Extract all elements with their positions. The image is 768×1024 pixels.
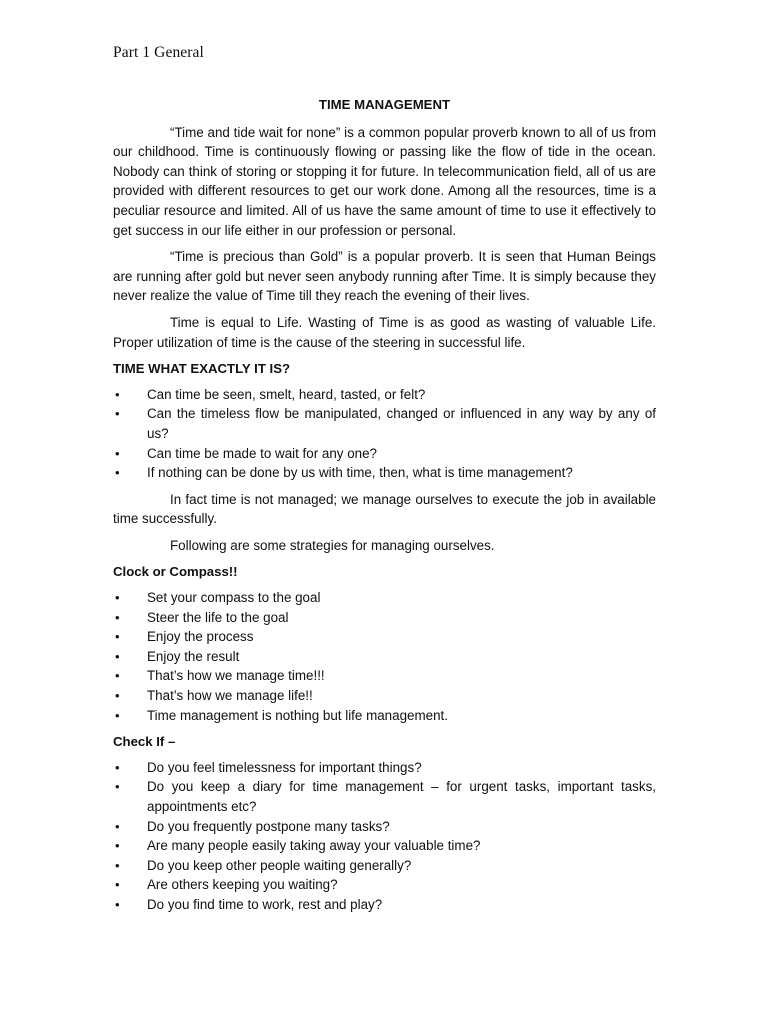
body-paragraph: Following are some strategies for managing ourselves. [170, 537, 495, 553]
running-head: Part 1 General [113, 44, 204, 61]
section-heading-what-is-time: TIME WHAT EXACTLY IT IS? [113, 361, 291, 377]
list-item: • Do you keep other people waiting generally? [113, 856, 656, 876]
list-item: • If nothing can be done by us with time, then, what is time management? [113, 463, 656, 483]
bullet-icon: • [115, 609, 120, 625]
intro-paragraph: “Time is precious than Gold” is a popular proverb. It is seen that Human Beings are running after gold but never seen anybody running after Time. It is simply because they never realize the value of Time till they reach the evening of their lives. [113, 249, 656, 304]
list-item: • Enjoy the result [113, 647, 656, 667]
bullet-list-clock-or-compass [113, 588, 656, 725]
list-item: • Do you keep a diary for time management – for urgent tasks, important tasks, appointments etc? [115, 779, 656, 814]
bullet-icon: • [115, 857, 120, 873]
list-item: • That’s how we manage time!!! [113, 666, 656, 686]
list-item: • Do you feel timelessness for important things? [113, 758, 656, 778]
bullet-list-check-if [113, 758, 656, 915]
bullet-icon: • [115, 818, 120, 834]
bullet-icon: • [115, 629, 120, 645]
list-item: • Steer the life to the goal [113, 608, 656, 628]
bullet-icon: • [115, 838, 120, 854]
section-heading-clock-or-compass: Clock or Compass!! [113, 564, 238, 580]
bullet-icon: • [115, 648, 120, 664]
list-item: • Are many people easily taking away your valuable time? [113, 836, 656, 856]
bullet-icon: • [115, 707, 120, 723]
bullet-icon: • [115, 688, 120, 704]
bullet-icon: • [115, 668, 120, 684]
document-title: TIME MANAGEMENT [318, 97, 451, 112]
section-heading-check-if: Check If – [113, 734, 176, 750]
bullet-icon: • [115, 590, 120, 606]
list-item: • Are others keeping you waiting? [113, 875, 656, 895]
bullet-icon: • [115, 759, 120, 775]
list-item: • Do you frequently postpone many tasks? [113, 817, 656, 837]
bullet-icon: • [115, 877, 120, 893]
list-item: • Time management is nothing but life management. [113, 706, 656, 726]
list-item: • That’s how we manage life!! [113, 686, 656, 706]
bullet-icon: • [115, 406, 120, 422]
list-item: • Can time be made to wait for any one? [113, 444, 656, 464]
bullet-icon: • [115, 779, 120, 795]
bullet-icon: • [115, 896, 120, 912]
intro-paragraph: Time is equal to Life. Wasting of Time is as good as wasting of valuable Life. Proper utilization of time is the cause of the steering in successful life. [113, 314, 656, 350]
intro-paragraph: “Time and tide wait for none” is a common popular proverb known to all of us from our childhood. Time is continuously flowing or passing like the flow of tide in the ocean. Nobody can think of storing or stopping it for future. In telecommunication field, all of us are provided with different resources to get our work done. Among all the resources, time is a peculiar resource and limited. All of us have the same amount of time to use it effectively to get success in our life either in our profession or personal. [113, 124, 656, 238]
list-item: • Enjoy the process [113, 627, 656, 647]
bullet-icon: • [115, 465, 120, 481]
list-item: • Set your compass to the goal [113, 588, 656, 608]
list-item: • Do you find time to work, rest and play? [113, 895, 656, 915]
document-body [113, 95, 656, 922]
bullet-icon: • [115, 445, 120, 461]
bullet-icon: • [115, 386, 120, 402]
bullet-list-what-is-time [113, 385, 656, 483]
list-item: • Can the timeless flow be manipulated, changed or influenced in any way by any of us? [115, 406, 656, 441]
list-item: • Can time be seen, smelt, heard, tasted, or felt? [113, 385, 656, 405]
body-paragraph: In fact time is not managed; we manage ourselves to execute the job in available time successfully. [113, 491, 656, 527]
